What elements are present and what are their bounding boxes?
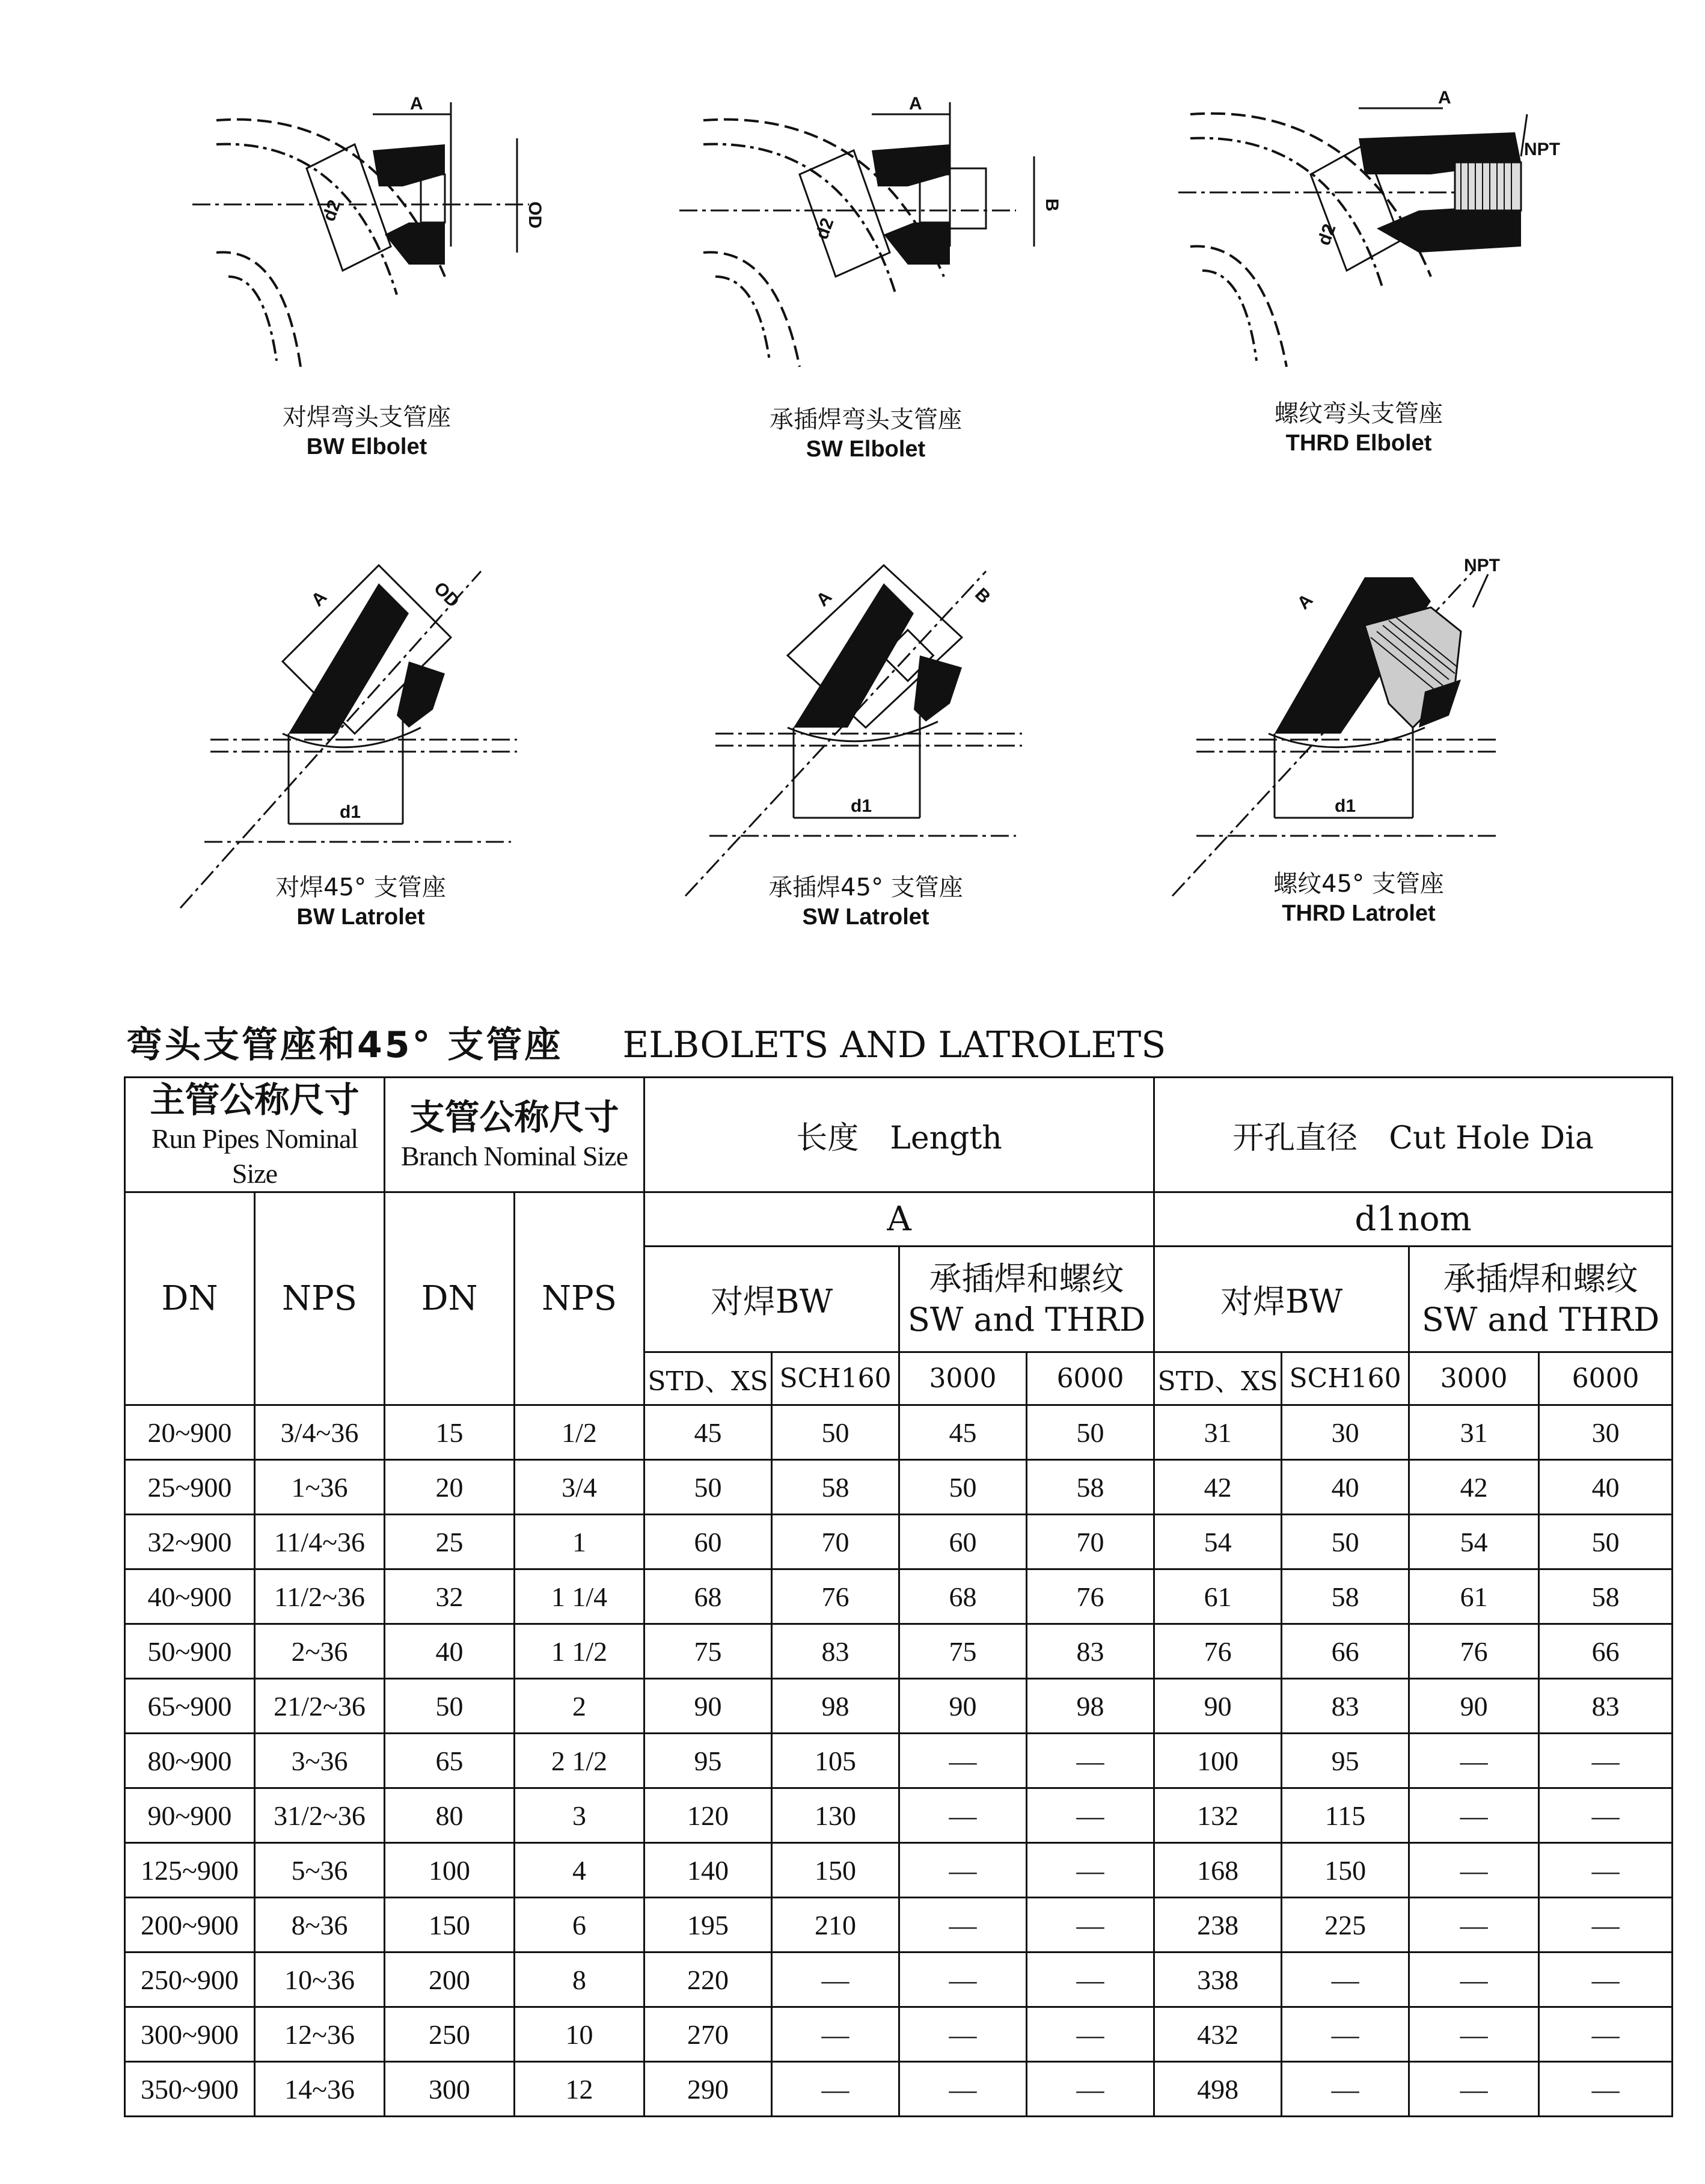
table-cell: 60 [644, 1515, 772, 1569]
table-cell: 50 [1027, 1405, 1154, 1460]
table-cell: 66 [1539, 1624, 1673, 1679]
d1nom-header: d1nom [1154, 1192, 1673, 1247]
table-cell: — [1539, 1952, 1673, 2007]
thrd-latrolet-drawing [1160, 553, 1557, 914]
table-cell: 50 [1539, 1515, 1673, 1569]
table-cell: 250~900 [125, 1952, 255, 2007]
table-cell: — [1282, 2007, 1409, 2062]
table-cell: 83 [772, 1624, 899, 1679]
dim-label-npt: NPT [1464, 556, 1500, 575]
table-cell: 25 [385, 1515, 515, 1569]
table-cell: 42 [1409, 1460, 1539, 1515]
table-cell: 120 [644, 1788, 772, 1843]
table-row [125, 1898, 1673, 1952]
table-cell: — [1027, 1898, 1154, 1952]
table-cell: — [1409, 2007, 1539, 2062]
table-cell: 42 [1154, 1460, 1282, 1515]
dim-label-d2: d2 [1314, 221, 1340, 248]
table-cell: 50~900 [125, 1624, 255, 1679]
table-row [125, 1569, 1673, 1624]
table-cell: 75 [899, 1624, 1027, 1679]
table-cell: 83 [1539, 1679, 1673, 1734]
table-row [125, 1788, 1673, 1843]
table-cell: 65~900 [125, 1679, 255, 1734]
branch-nps-header: NPS [515, 1192, 644, 1405]
table-cell: 80 [385, 1788, 515, 1843]
table-cell: 10 [515, 2007, 644, 2062]
table-cell: 300 [385, 2062, 515, 2117]
table-cell: 31/2~36 [255, 1788, 385, 1843]
table-row [125, 1624, 1673, 1679]
table-cell: — [1539, 2062, 1673, 2117]
table-cell: 90 [1409, 1679, 1539, 1734]
dim-label-d1: d1 [851, 796, 872, 816]
table-cell: 210 [772, 1898, 899, 1952]
run-pipe-size-header: 主管公称尺寸 Run Pipes Nominal Size [125, 1078, 385, 1192]
cut-hole-header: 开孔直径 Cut Hole Dia [1154, 1078, 1673, 1192]
bw-latrolet-caption: 对焊45° 支管座 BW Latrolet [275, 874, 446, 930]
run-nps-header: NPS [255, 1192, 385, 1405]
table-cell: 168 [1154, 1843, 1282, 1898]
table-cell: 65 [385, 1734, 515, 1788]
dim-label-d2: d2 [319, 197, 345, 224]
table-row [125, 2007, 1673, 2062]
table-cell: — [1539, 1734, 1673, 1788]
table-cell: 498 [1154, 2062, 1282, 2117]
table-cell: 68 [644, 1569, 772, 1624]
table-cell: 95 [1282, 1734, 1409, 1788]
table-cell: 238 [1154, 1898, 1282, 1952]
hole-sw-thrd-header: 承插焊和螺纹 SW and THRD [1409, 1247, 1673, 1352]
table-cell: 270 [644, 2007, 772, 2062]
table-cell: 10~36 [255, 1952, 385, 2007]
table-cell: 50 [385, 1679, 515, 1734]
table-cell: 15 [385, 1405, 515, 1460]
dim-label-b: B [971, 584, 994, 608]
table-cell: 132 [1154, 1788, 1282, 1843]
sw-latrolet-drawing [673, 553, 1046, 914]
table-cell: 220 [644, 1952, 772, 2007]
table-cell: 40 [385, 1624, 515, 1679]
table-cell: 70 [772, 1515, 899, 1569]
table-cell: 4 [515, 1843, 644, 1898]
table-cell: 54 [1409, 1515, 1539, 1569]
table-cell: — [772, 1952, 899, 2007]
table-cell: 2 1/2 [515, 1734, 644, 1788]
table-cell: 20 [385, 1460, 515, 1515]
table-cell: 30 [1282, 1405, 1409, 1460]
dim-label-a: A [909, 96, 922, 114]
table-cell: — [1282, 2062, 1409, 2117]
table-cell: 250 [385, 2007, 515, 2062]
dim-label-b: B [1042, 198, 1062, 212]
length-std-xs-header: STD、XS [644, 1352, 772, 1405]
section-title-en: ELBOLETS AND LATROLETS [622, 1024, 1166, 1066]
dim-label-a: A [1293, 590, 1317, 613]
table-cell: — [1027, 1788, 1154, 1843]
table-cell: 40~900 [125, 1569, 255, 1624]
a-header: A [644, 1192, 1154, 1247]
table-cell: 225 [1282, 1898, 1409, 1952]
table-cell: 11/2~36 [255, 1569, 385, 1624]
table-cell: 95 [644, 1734, 772, 1788]
table-cell: 100 [1154, 1734, 1282, 1788]
table-cell: 105 [772, 1734, 899, 1788]
table-row [125, 1405, 1673, 1460]
table-cell: — [1409, 1734, 1539, 1788]
table-row [125, 1952, 1673, 2007]
table-cell: 90~900 [125, 1788, 255, 1843]
table-cell: 2 [515, 1679, 644, 1734]
table-cell: 290 [644, 2062, 772, 2117]
table-cell: 75 [644, 1624, 772, 1679]
table-cell: 32 [385, 1569, 515, 1624]
branch-dn-header: DN [385, 1192, 515, 1405]
dim-label-a: A [410, 96, 423, 114]
table-cell: 83 [1027, 1624, 1154, 1679]
table-cell: 83 [1282, 1679, 1409, 1734]
table-cell: 8~36 [255, 1898, 385, 1952]
table-cell: 3/4~36 [255, 1405, 385, 1460]
table-cell: 30 [1539, 1405, 1673, 1460]
table-cell: 195 [644, 1898, 772, 1952]
table-cell: 125~900 [125, 1843, 255, 1898]
table-cell: 350~900 [125, 2062, 255, 2117]
table-cell: 200~900 [125, 1898, 255, 1952]
table-cell: 80~900 [125, 1734, 255, 1788]
table-cell: 45 [899, 1405, 1027, 1460]
table-cell: 90 [899, 1679, 1027, 1734]
table-cell: 58 [1282, 1569, 1409, 1624]
table-row [125, 1515, 1673, 1569]
table-cell: — [899, 1898, 1027, 1952]
table-cell: 58 [1539, 1569, 1673, 1624]
table-row [125, 1843, 1673, 1898]
table-cell: — [899, 1843, 1027, 1898]
table-cell: — [1539, 1843, 1673, 1898]
hole-sch160-header: SCH160 [1282, 1352, 1409, 1405]
table-cell: — [1027, 1843, 1154, 1898]
elbolet-latrolet-table [124, 1076, 1673, 2117]
bw-elbolet-drawing [192, 96, 565, 385]
table-cell: 14~36 [255, 2062, 385, 2117]
table-cell: 1/2 [515, 1405, 644, 1460]
hole-3000-header: 3000 [1409, 1352, 1539, 1405]
dim-label-a: A [307, 587, 331, 610]
table-cell: — [772, 2062, 899, 2117]
table-cell: 8 [515, 1952, 644, 2007]
sw-elbolet-drawing [679, 96, 1064, 385]
length-6000-header: 6000 [1027, 1352, 1154, 1405]
table-cell: 12~36 [255, 2007, 385, 2062]
length-sch160-header: SCH160 [772, 1352, 899, 1405]
table-cell: 31 [1154, 1405, 1282, 1460]
table-cell: — [772, 2007, 899, 2062]
table-row [125, 1734, 1673, 1788]
table-cell: 1 1/2 [515, 1624, 644, 1679]
table-cell: 338 [1154, 1952, 1282, 2007]
section-title [126, 1016, 1166, 1068]
bw-elbolet-caption: 对焊弯头支管座 BW Elbolet [283, 403, 451, 459]
table-cell: 45 [644, 1405, 772, 1460]
dim-label-od: OD [430, 578, 464, 612]
dim-label-d1: d1 [1335, 796, 1356, 816]
table-cell: 90 [644, 1679, 772, 1734]
table-cell: 40 [1539, 1460, 1673, 1515]
table-cell: 100 [385, 1843, 515, 1898]
table-cell: 76 [772, 1569, 899, 1624]
table-cell: 150 [385, 1898, 515, 1952]
table-cell: 115 [1282, 1788, 1409, 1843]
table-cell: 21/2~36 [255, 1679, 385, 1734]
table-cell: 61 [1154, 1569, 1282, 1624]
dim-label-od: OD [525, 201, 545, 229]
table-cell: 1 [515, 1515, 644, 1569]
table-row [125, 1679, 1673, 1734]
table-cell: 432 [1154, 2007, 1282, 2062]
table-cell: 1 1/4 [515, 1569, 644, 1624]
table-row [125, 2062, 1673, 2117]
table-cell: 300~900 [125, 2007, 255, 2062]
table-cell: — [899, 2007, 1027, 2062]
table-cell: 2~36 [255, 1624, 385, 1679]
table-cell: — [1409, 1898, 1539, 1952]
table-cell: 50 [1282, 1515, 1409, 1569]
hole-bw-header: 对焊BW [1154, 1247, 1409, 1352]
table-cell: — [1282, 1952, 1409, 2007]
table-cell: — [1027, 2062, 1154, 2117]
table-cell: 70 [1027, 1515, 1154, 1569]
table-cell: 200 [385, 1952, 515, 2007]
table-cell: 68 [899, 1569, 1027, 1624]
dim-label-a: A [812, 587, 836, 610]
thrd-latrolet-caption: 螺纹45° 支管座 THRD Latrolet [1273, 870, 1444, 926]
table-cell: 3~36 [255, 1734, 385, 1788]
table-cell: 76 [1027, 1569, 1154, 1624]
table-cell: — [1027, 1734, 1154, 1788]
table-cell: 3 [515, 1788, 644, 1843]
table-cell: 50 [772, 1405, 899, 1460]
length-bw-header: 对焊BW [644, 1247, 899, 1352]
table-cell: 140 [644, 1843, 772, 1898]
table-cell: 76 [1409, 1624, 1539, 1679]
table-cell: 20~900 [125, 1405, 255, 1460]
thrd-elbolet-caption: 螺纹弯头支管座 THRD Elbolet [1275, 400, 1443, 456]
hole-std-xs-header: STD、XS [1154, 1352, 1282, 1405]
table-cell: — [1539, 2007, 1673, 2062]
table-cell: 61 [1409, 1569, 1539, 1624]
table-cell: — [899, 2062, 1027, 2117]
table-cell: — [1539, 1788, 1673, 1843]
section-title-cn: 弯头支管座和45° 支管座 [126, 1024, 563, 1066]
table-cell: 50 [644, 1460, 772, 1515]
table-cell: 58 [772, 1460, 899, 1515]
table-cell: 1~36 [255, 1460, 385, 1515]
dim-label-npt: NPT [1524, 140, 1560, 159]
table-cell: 150 [1282, 1843, 1409, 1898]
length-3000-header: 3000 [899, 1352, 1027, 1405]
table-cell: 3/4 [515, 1460, 644, 1515]
table-cell: 60 [899, 1515, 1027, 1569]
sw-elbolet-caption: 承插焊弯头支管座 SW Elbolet [770, 406, 962, 462]
hole-6000-header: 6000 [1539, 1352, 1673, 1405]
table-cell: 31 [1409, 1405, 1539, 1460]
table-cell: — [899, 1788, 1027, 1843]
sw-latrolet-caption: 承插焊45° 支管座 SW Latrolet [768, 874, 963, 930]
thrd-elbolet-drawing [1178, 90, 1587, 379]
table-cell: — [1409, 1952, 1539, 2007]
table-cell: 50 [899, 1460, 1027, 1515]
table-cell: 66 [1282, 1624, 1409, 1679]
table-cell: — [1409, 1843, 1539, 1898]
length-sw-thrd-header: 承插焊和螺纹 SW and THRD [899, 1247, 1154, 1352]
table-cell: 11/4~36 [255, 1515, 385, 1569]
dim-label-d1: d1 [340, 802, 361, 822]
table-cell: 76 [1154, 1624, 1282, 1679]
dim-label-a: A [1438, 90, 1451, 108]
table-cell: 58 [1027, 1460, 1154, 1515]
table-cell: 90 [1154, 1679, 1282, 1734]
length-header: 长度 Length [644, 1078, 1154, 1192]
table-cell: 25~900 [125, 1460, 255, 1515]
table-cell: 5~36 [255, 1843, 385, 1898]
table-cell: 32~900 [125, 1515, 255, 1569]
table-cell: — [1409, 1788, 1539, 1843]
table-cell: — [1409, 2062, 1539, 2117]
table-cell: 98 [1027, 1679, 1154, 1734]
table-cell: — [1027, 2007, 1154, 2062]
table-row [125, 1460, 1673, 1515]
bw-latrolet-drawing [168, 553, 541, 914]
table-cell: 150 [772, 1843, 899, 1898]
table-cell: — [899, 1952, 1027, 2007]
table-body [125, 1405, 1673, 2117]
table-cell: 54 [1154, 1515, 1282, 1569]
table-cell: 12 [515, 2062, 644, 2117]
table-cell: 98 [772, 1679, 899, 1734]
table-cell: 6 [515, 1898, 644, 1952]
dim-label-d2: d2 [812, 215, 838, 242]
table-cell: 130 [772, 1788, 899, 1843]
run-dn-header: DN [125, 1192, 255, 1405]
table-cell: 40 [1282, 1460, 1409, 1515]
table-cell: — [899, 1734, 1027, 1788]
branch-size-header: 支管公称尺寸 Branch Nominal Size [385, 1078, 644, 1192]
table-cell: — [1027, 1952, 1154, 2007]
table-cell: — [1539, 1898, 1673, 1952]
